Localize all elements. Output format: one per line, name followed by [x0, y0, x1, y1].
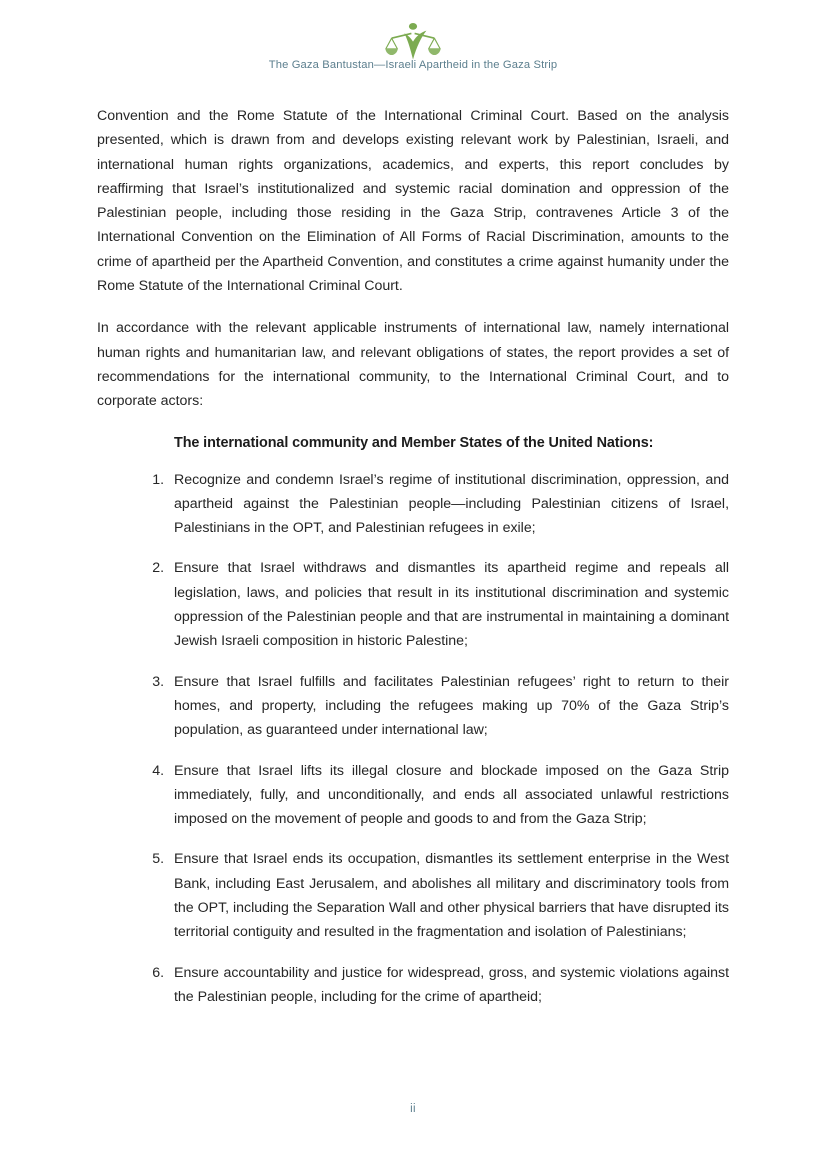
list-item: Ensure that Israel fulfills and facilitates Palestinian refugees’ right to return to their homes, and property, including the refugees making up 70% of the Gaza Strip’s population, as guaranteed under international law; [174, 673, 729, 739]
page-footer [0, 1099, 826, 1117]
list-item: Ensure that Israel lifts its illegal closure and blockade imposed on the Gaza Strip immediately, fully, and unconditionally, and ends all associated unlawful restrictions imposed on the movement of people and goods to and from the Gaza Strip; [174, 762, 729, 828]
header-title: The Gaza Bantustan—Israeli Apartheid in the Gaza Strip [268, 59, 558, 71]
page-header [0, 0, 826, 92]
paragraph: Convention and the Rome Statute of the International Criminal Court. Based on the analysis presented, which is drawn from and develops existing relevant work by Palestinian, Israeli, and international human rights organizations, academics, and experts, this report concludes by reaffirming that Israel’s institutionalized and systemic racial domination and oppression of the Palestinian people, including those residing in the Gaza Strip, contravenes Article 3 of the International Convention on the Elimination of All Forms of Racial Discrimination, amounts to the crime of apartheid per the Apartheid Convention, and constitutes a crime against humanity under the Rome Statute of the International Criminal Court. [97, 108, 729, 295]
list-item: Recognize and condemn Israel’s regime of institutional discrimination, oppression, and apartheid against the Palestinian people—including Palestinian citizens of Israel, Palestinians in the OPT, and Palestinian refugees in exile; [174, 471, 729, 537]
scales-of-justice-figure-logo [383, 22, 443, 60]
section-subheading: The international community and Member States of the United Nations: [174, 434, 654, 451]
page-number: ii [410, 1103, 416, 1115]
document-body [97, 104, 729, 1009]
paragraph: In accordance with the relevant applicable instruments of international law, namely international human rights and humanitarian law, and relevant obligations of states, the report provides a set of recommendations for the international community, to the International Criminal Court, and to corporate actors: [97, 320, 729, 410]
list-item: Ensure that Israel withdraws and dismantles its apartheid regime and repeals all legislation, laws, and policies that result in its institutional discrimination and systemic oppression of the Palestinian people and that are instrumental in maintaining a dominant Jewish Israeli composition in historic Palestine; [174, 560, 729, 650]
recommendations-list [97, 468, 729, 1010]
list-item: Ensure accountability and justice for widespread, gross, and systemic violations against the Palestinian people, including for the crime of apartheid; [174, 964, 729, 1005]
list-item: Ensure that Israel ends its occupation, dismantles its settlement enterprise in the West Bank, including East Jerusalem, and abolishes all military and discriminatory tools from the OPT, including the Separation Wall and other physical barriers that have disrupted its territorial contiguity and resulted in the fragmentation and isolation of Palestinians; [174, 851, 729, 941]
